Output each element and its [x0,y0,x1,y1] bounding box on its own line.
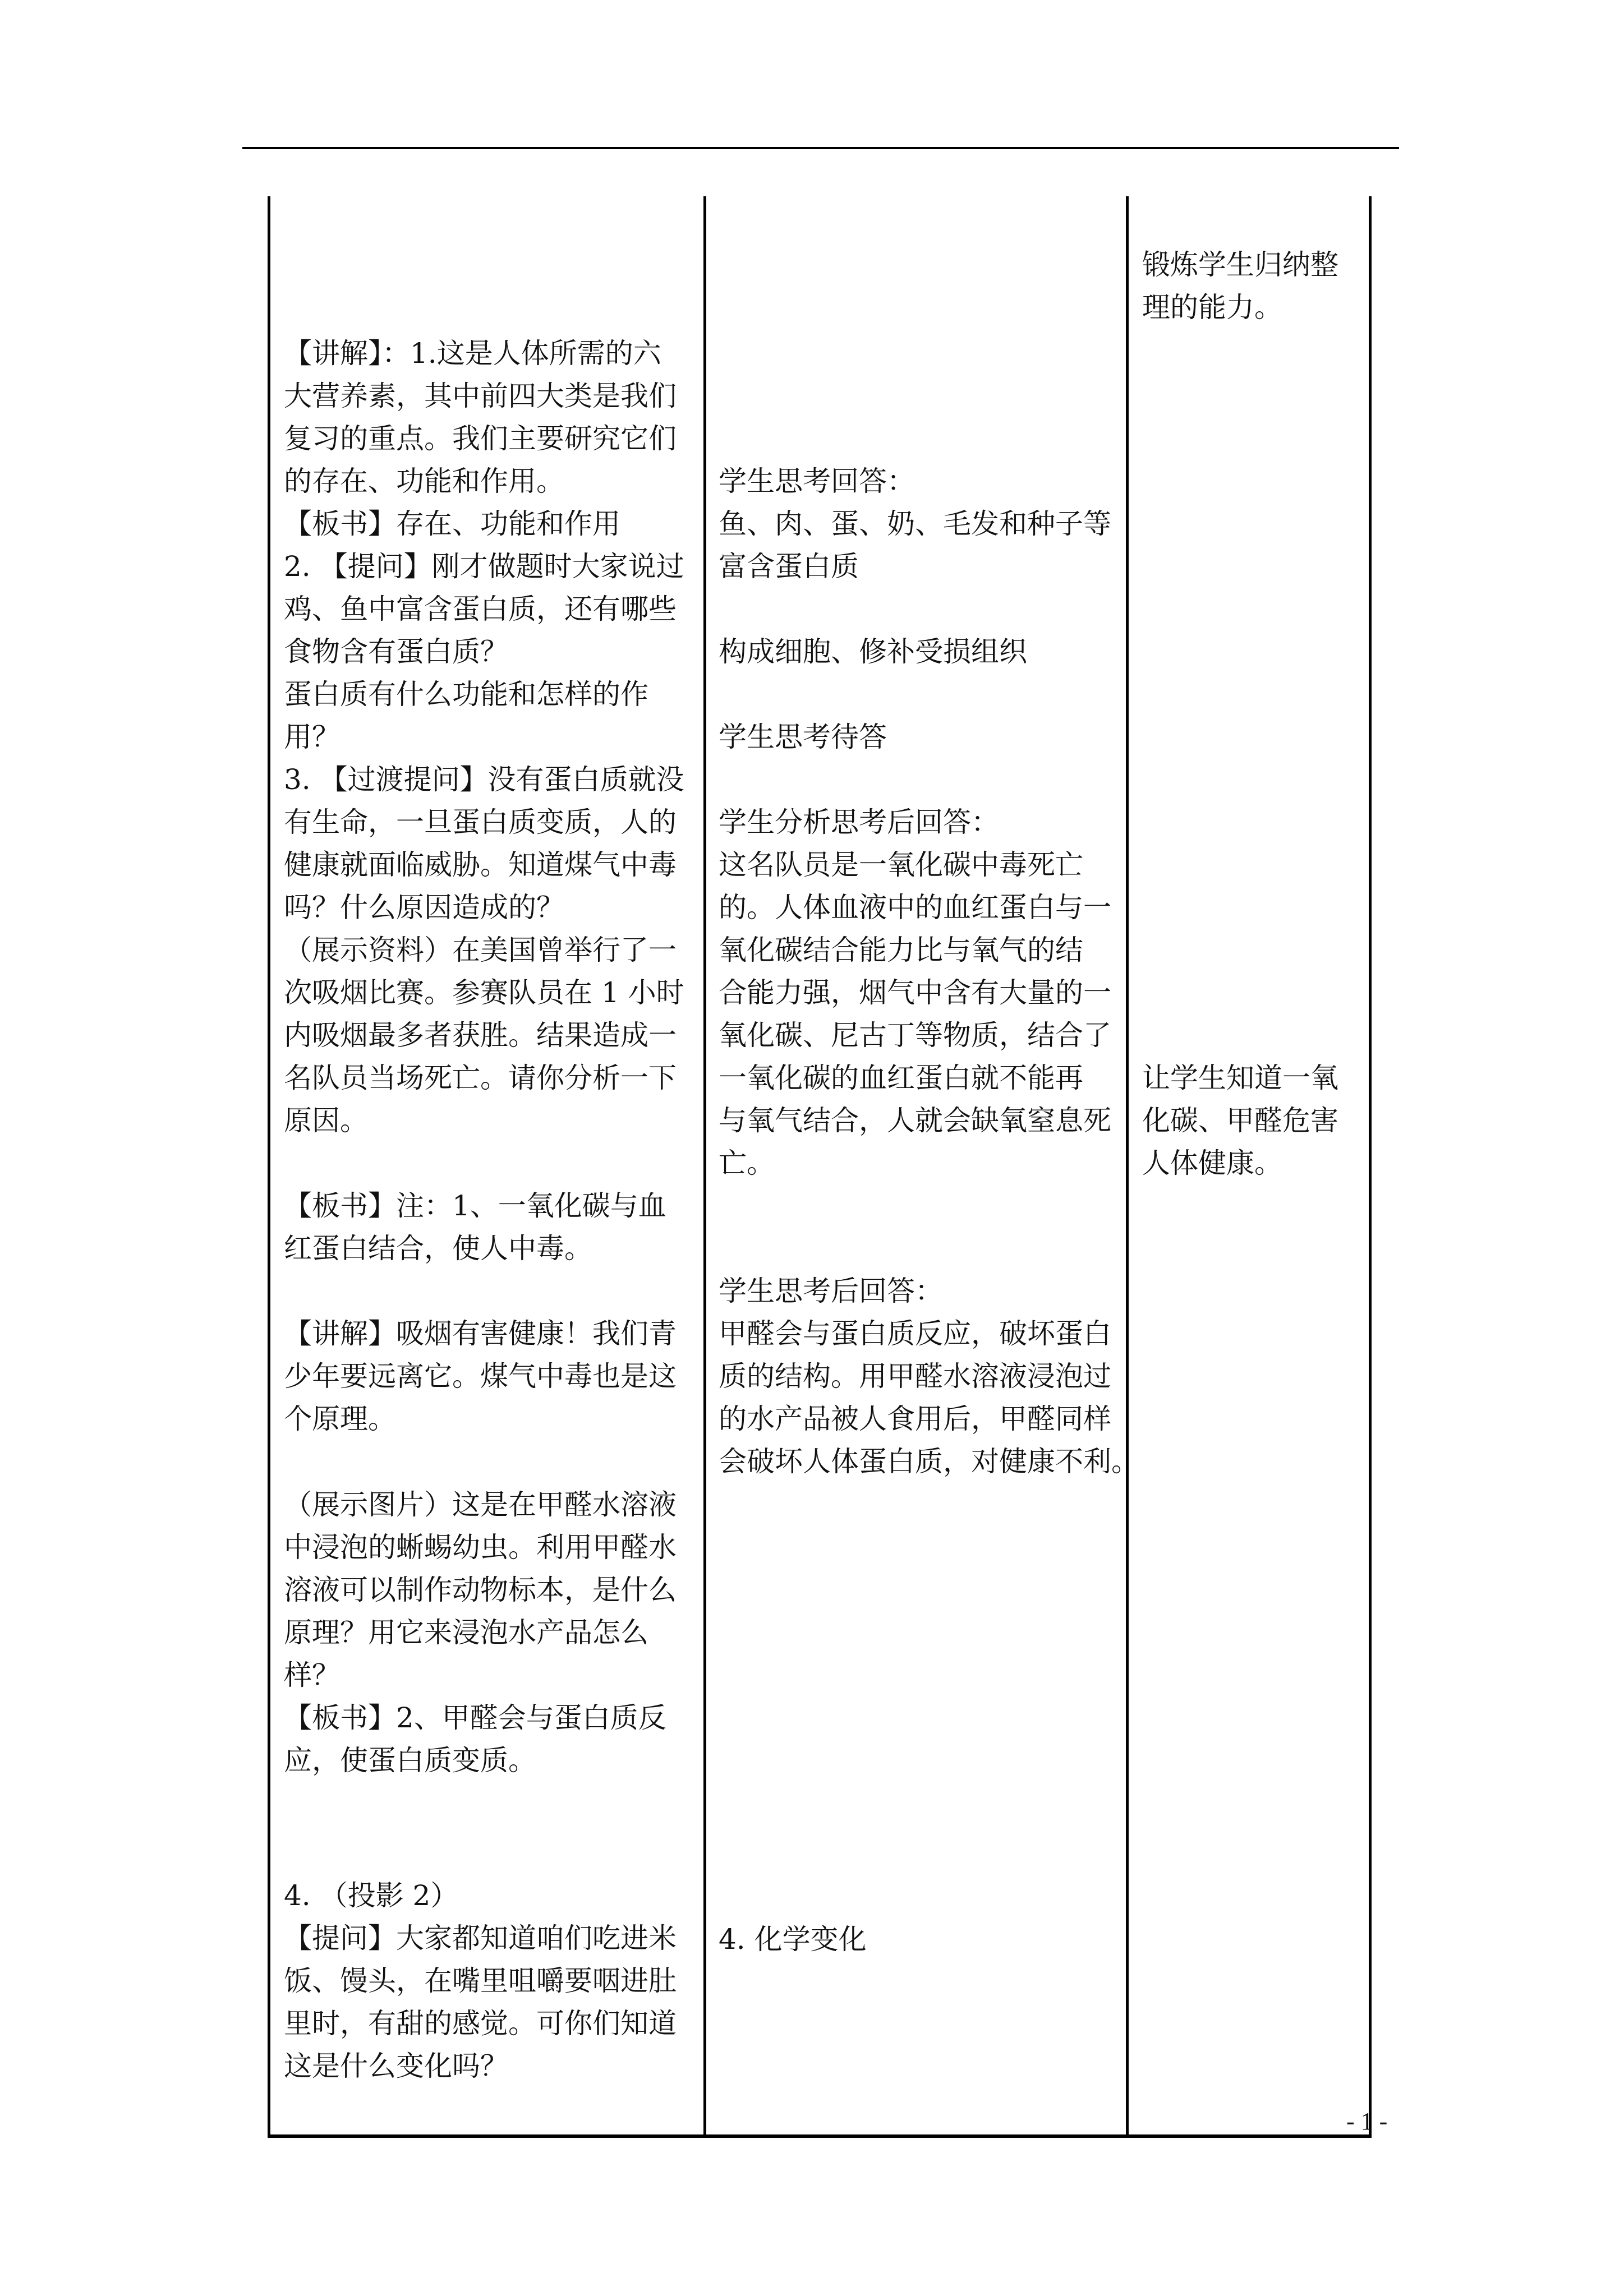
student-text-block: 学生思考回答： 鱼、肉、蛋、奶、毛发和种子等 富含蛋白质 [719,465,1111,583]
student-text-block: 4. 化学变化 [719,1923,867,1956]
teacher-text-block: 4. （投影 2） 【提问】大家都知道咱们吃进米 饭、馒头，在嘴里咀嚼要咽进肚 里时，有甜的感觉。可你们知道 这是什么变化吗？ [284,1879,677,2082]
header-rule [242,147,1399,149]
table-border-left [268,196,270,2138]
student-text-block: 学生思考待答 [719,721,887,753]
design-intent-text: 让学生知道一氧 化碳、甲醛危害 人体健康。 [1142,1062,1338,1179]
table-border-right [1369,196,1372,2138]
table-border-bottom [268,2134,1372,2138]
student-text-block: 学生思考后回答： 甲醛会与蛋白质反应，破坏蛋白 质的结构。用甲醛水溶液浸泡过 的水产品被人食用后，甲醛同样 会破坏人体蛋白质，对健康不利。 [719,1275,1139,1478]
teacher-text-block: （展示图片）这是在甲醛水溶液 中浸泡的蜥蜴幼虫。利用甲醛水 溶液可以制作动物标本，是什么 原理？用它来浸泡水产品怎么 样？ 【板书】2、甲醛会与蛋白质反 应，使蛋白质变质。 [284,1488,677,1777]
student-text-block: 构成细胞、修补受损组织 [719,635,1027,668]
page-number: - 1 - [1346,2108,1388,2135]
teacher-text-block: 【讲解】吸烟有害健康！我们青 少年要远离它。煤气中毒也是这 个原理。 [284,1317,677,1435]
student-text-block: 学生分析思考后回答： 这名队员是一氧化碳中毒死亡 的。人体血液中的血红蛋白与一 氧化碳结合能力比与氧气的结 合能力强，烟气中含有大量的一 氧化碳、尼古丁等物质，结合了 一氧化碳的血红蛋白就不能再 与氧气结合，人就会缺氧窒息死 亡。 [719,806,1111,1179]
column-divider-2 [1126,196,1129,2138]
teacher-text-block: 【板书】注：1、一氧化碳与血 红蛋白结合，使人中毒。 [284,1190,666,1265]
column-divider-1 [703,196,706,2138]
teacher-text-block: 【讲解】：1.这是人体所需的六 大营养素，其中前四大类是我们 复习的重点。我们主要研究它们 的存在、功能和作用。 【板书】存在、功能和作用 2. 【提问】刚才做题时大家说过 鸡、鱼中富含蛋白质，还有哪些 食物含有蛋白质？ 蛋白质有什么功能和怎样的作 用？ 3. 【过渡提问】没有蛋白质就没 有生命，一旦蛋白质变质，人的 健康就面临威胁。知道煤气中毒 吗？什么原因造成的？ （展示资料）在美国曾举行了一 次吸烟比赛。参赛队员在 1 小时 内吸烟最多者获胜。结果造成一 名队员当场死亡。请你分析一下 原因。 [284,337,684,1137]
design-intent-text: 锻炼学生归纳整 理的能力。 [1142,248,1338,324]
